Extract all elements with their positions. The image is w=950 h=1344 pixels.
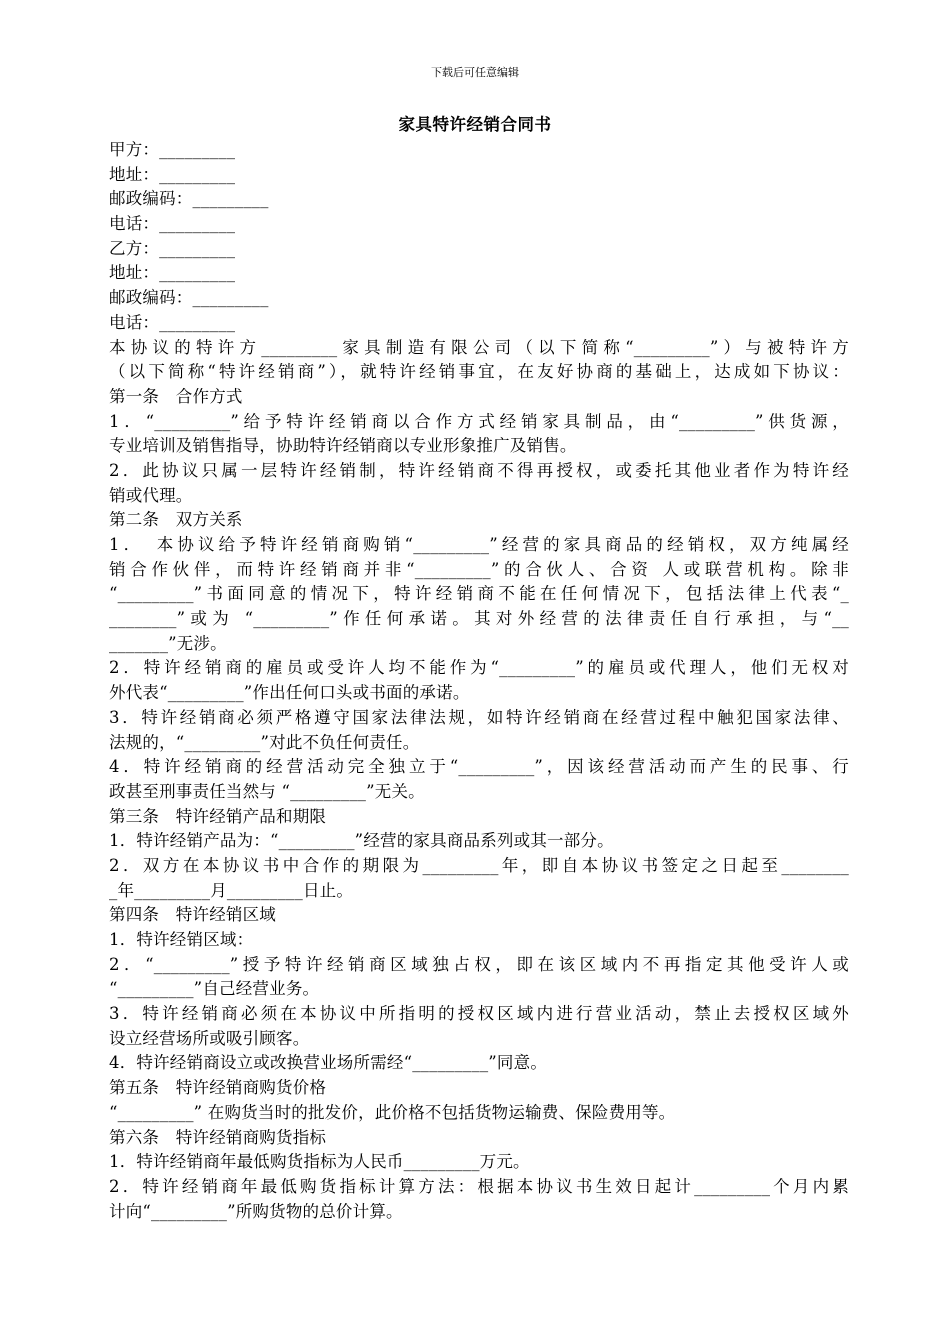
text-line: 电话：_________: [109, 214, 236, 234]
text-line: 专业培训及销售指导，协助特许经销商以专业形象推广及销售。: [109, 436, 577, 456]
document-body: [109, 138, 849, 1224]
text-line: 2．特许经销商的雇员或受许人均不能作为“_________”的雇员或代理人，他们无权对: [109, 658, 849, 678]
text-line: 4．特许经销商设立或改换营业场所需经“_________”同意。: [109, 1053, 548, 1073]
text-line: 销合作伙伴，而特许经销商并非“_________”的合伙人、合资 人或联营机构。除非: [109, 559, 849, 579]
text-line: ________”或为 “_________”作任何承诺。其对外经营的法律责任自行承担，与“__: [109, 609, 849, 629]
text-line: 乙方：_________: [109, 238, 236, 258]
text-line: （以下简称“特许经销商”），就特许经销事宜，在友好协商的基础上，达成如下协议：: [109, 362, 849, 382]
text-line: 邮政编码：_________: [109, 288, 269, 308]
text-line: 2．双方在本协议书中合作的期限为_________年，即自本协议书签定之日起至________: [109, 855, 849, 875]
text-line: 电话：_________: [109, 312, 236, 332]
text-line: 1．特许经销区域：: [109, 930, 254, 949]
text-line: 1．“_________”给予特许经销商以合作方式经销家具制品，由“_________”供货源，: [109, 411, 849, 431]
text-line: 第三条 特许经销产品和期限: [109, 806, 327, 826]
text-line: 第一条 合作方式: [109, 386, 243, 406]
text-line: 第五条 特许经销商购货价格: [109, 1078, 327, 1098]
text-line: 1．特许经销产品为：“_________”经营的家具商品系列或其一部分。: [109, 831, 614, 851]
text-line: 设立经营场所或吸引顾客。: [109, 1028, 310, 1048]
text-line: 第六条 特许经销商购货指标: [109, 1127, 327, 1147]
document-title: 家具特许经销合同书: [398, 115, 552, 134]
page-header: 下载后可任意编辑: [431, 66, 519, 79]
text-line: 第二条 双方关系: [109, 510, 243, 530]
text-line: 地址：_________: [109, 164, 236, 184]
text-line: 2．“_________”授予特许经销商区域独占权，即在该区域内不再指定其他受许人或: [109, 954, 849, 974]
text-line: _年_________月_________日止。: [109, 880, 354, 900]
text-line: 计向“_________”所购货物的总价计算。: [109, 1201, 403, 1221]
text-line: 3．特许经销商必须在本协议中所指明的授权区域内进行营业活动，禁止去授权区域外: [109, 1004, 849, 1024]
text-line: 政甚至刑事责任当然与 “_________”无关。: [109, 781, 425, 801]
text-line: 4．特许经销商的经营活动完全独立于“_________”，因该经营活动而产生的民事、行: [109, 757, 849, 777]
text-line: “_________”书面同意的情况下，特许经销商不能在任何情况下，包括法律上代表“_: [109, 584, 849, 604]
text-line: 邮政编码：_________: [109, 189, 269, 209]
text-line: 外代表“_________”作出任何口头或书面的承诺。: [109, 683, 470, 703]
text-line: 销或代理。: [109, 485, 193, 505]
text-line: 本协议的特许方_________家具制造有限公司（以下简称“_________”）与被特许方: [109, 337, 849, 357]
text-line: 1． 本协议给予特许经销商购销“_________”经营的家具商品的经销权，双方纯属经: [109, 535, 849, 554]
text-line: 地址：_________: [109, 263, 236, 283]
text-line: 2．特许经销商年最低购货指标计算方法：根据本协议书生效日起计_________个月内累: [109, 1176, 849, 1196]
text-line: 甲方：_________: [109, 140, 236, 159]
text-line: “_________”自己经营业务。: [109, 979, 320, 999]
text-line: 3．特许经销商必须严格遵守国家法律法规，如特许经销商在经营过程中触犯国家法律、: [109, 707, 849, 727]
text-line: _______”无涉。: [109, 633, 227, 653]
text-line: “_________” 在购货当时的批发价，此价格不包括货物运输费、保险费用等。: [109, 1102, 676, 1122]
text-line: 第四条 特许经销区域: [109, 905, 276, 925]
text-line: 2．此协议只属一层特许经销制，特许经销商不得再授权，或委托其他业者作为特许经: [109, 460, 849, 480]
text-line: 法规的，“_________”对此不负任何责任。: [109, 732, 420, 752]
text-line: 1．特许经销商年最低购货指标为人民币_________万元。: [109, 1152, 530, 1172]
